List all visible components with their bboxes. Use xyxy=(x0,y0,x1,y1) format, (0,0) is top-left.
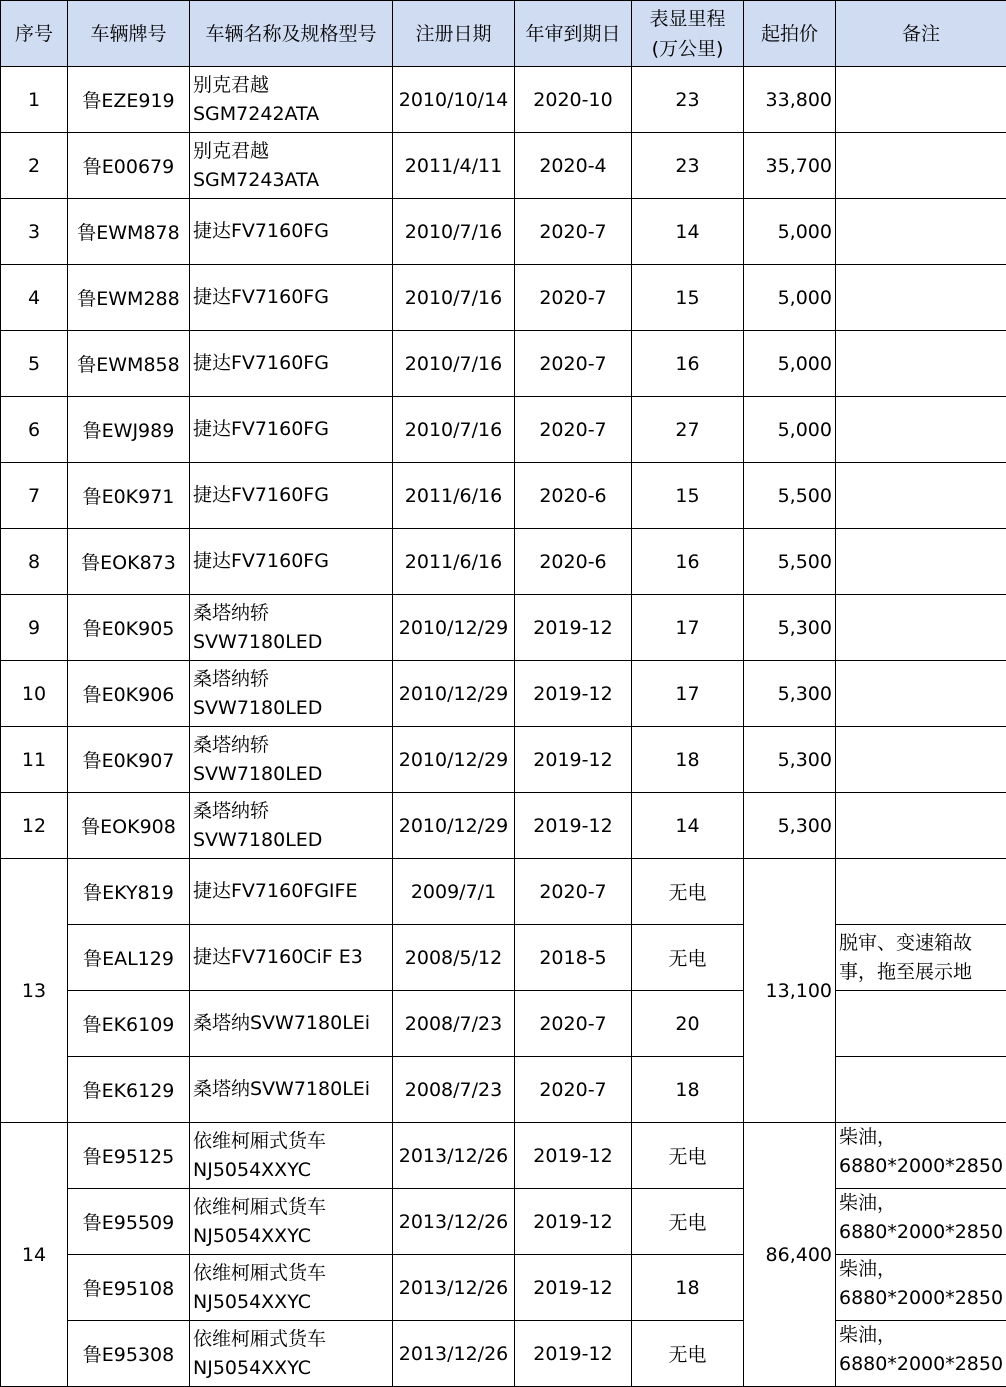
vehicle-name: 捷达FV7160FG xyxy=(193,349,392,378)
mileage: 18 xyxy=(632,727,744,793)
mileage: 无电 xyxy=(632,1321,744,1387)
table-row xyxy=(1,925,1006,991)
vehicle-name: 别克君越 xyxy=(193,71,392,100)
inspection-due-date: 2019-12 xyxy=(515,661,632,727)
note-fuel: 柴油， xyxy=(839,1189,1006,1218)
row-index: 6 xyxy=(1,397,68,463)
vehicle-name: 捷达FV7160FG xyxy=(193,481,392,510)
note-cell xyxy=(836,133,1006,199)
start-price: 5,300 xyxy=(744,793,836,859)
inspection-due-date: 2020-6 xyxy=(515,529,632,595)
registration-date: 2010/12/29 xyxy=(393,793,515,859)
vehicle-name-cell xyxy=(190,1189,393,1255)
table-row xyxy=(1,595,1006,661)
mileage: 16 xyxy=(632,529,744,595)
mileage: 20 xyxy=(632,991,744,1057)
vehicle-model: SVW7180LED xyxy=(193,760,392,789)
inspection-due-date: 2019-12 xyxy=(515,1255,632,1321)
row-index: 8 xyxy=(1,529,68,595)
plate-number: 鲁EK6109 xyxy=(68,991,190,1057)
row-index: 5 xyxy=(1,331,68,397)
header-mileage-line2: (万公里) xyxy=(632,34,743,64)
start-price: 5,000 xyxy=(744,265,836,331)
table-row xyxy=(1,991,1006,1057)
table-body xyxy=(1,67,1006,1387)
plate-number: 鲁E0K907 xyxy=(68,727,190,793)
registration-date: 2008/5/12 xyxy=(393,925,515,991)
mileage: 16 xyxy=(632,331,744,397)
note-cell xyxy=(836,331,1006,397)
inspection-due-date: 2019-12 xyxy=(515,1189,632,1255)
start-price: 33,800 xyxy=(744,67,836,133)
mileage: 14 xyxy=(632,793,744,859)
mileage: 无电 xyxy=(632,859,744,925)
row-index: 13 xyxy=(1,859,68,1123)
start-price: 5,000 xyxy=(744,331,836,397)
table-row xyxy=(1,529,1006,595)
registration-date: 2011/6/16 xyxy=(393,529,515,595)
plate-number: 鲁E00679 xyxy=(68,133,190,199)
registration-date: 2010/12/29 xyxy=(393,595,515,661)
vehicle-name: 依维柯厢式货车 xyxy=(193,1325,392,1354)
note-cell xyxy=(836,67,1006,133)
row-index: 9 xyxy=(1,595,68,661)
vehicle-name: 桑塔纳轿 xyxy=(193,797,392,826)
plate-number: 鲁EWJ989 xyxy=(68,397,190,463)
inspection-due-date: 2020-4 xyxy=(515,133,632,199)
plate-number: 鲁EK6129 xyxy=(68,1057,190,1123)
registration-date: 2008/7/23 xyxy=(393,991,515,1057)
note-cell xyxy=(836,661,1006,727)
vehicle-name-cell xyxy=(190,1123,393,1189)
vehicle-name: 桑塔纳SVW7180LEi xyxy=(193,1075,392,1104)
vehicle-model: NJ5054XXYC xyxy=(193,1222,392,1251)
registration-date: 2010/12/29 xyxy=(393,661,515,727)
inspection-due-date: 2020-7 xyxy=(515,991,632,1057)
inspection-due-date: 2020-7 xyxy=(515,265,632,331)
header-note: 备注 xyxy=(836,1,1006,67)
start-price: 5,300 xyxy=(744,661,836,727)
note-cell xyxy=(836,529,1006,595)
inspection-due-date: 2020-7 xyxy=(515,331,632,397)
vehicle-name: 别克君越 xyxy=(193,137,392,166)
vehicle-model: NJ5054XXYC xyxy=(193,1288,392,1317)
vehicle-model: NJ5054XXYC xyxy=(193,1156,392,1185)
registration-date: 2010/10/14 xyxy=(393,67,515,133)
note-cell xyxy=(836,595,1006,661)
mileage: 27 xyxy=(632,397,744,463)
note-cell xyxy=(836,1057,1006,1123)
mileage: 无电 xyxy=(632,1123,744,1189)
row-index: 14 xyxy=(1,1123,68,1387)
vehicle-name: 桑塔纳轿 xyxy=(193,665,392,694)
vehicle-name-cell xyxy=(190,1321,393,1387)
inspection-due-date: 2020-6 xyxy=(515,463,632,529)
registration-date: 2008/7/23 xyxy=(393,1057,515,1123)
vehicle-name: 捷达FV7160FG xyxy=(193,217,392,246)
vehicle-name-cell xyxy=(190,925,393,991)
start-price: 5,500 xyxy=(744,463,836,529)
vehicle-model: SVW7180LED xyxy=(193,694,392,723)
row-index: 2 xyxy=(1,133,68,199)
vehicle-name-cell xyxy=(190,595,393,661)
header-plate: 车辆牌号 xyxy=(68,1,190,67)
header-row xyxy=(1,1,1006,67)
mileage: 23 xyxy=(632,133,744,199)
table-row xyxy=(1,397,1006,463)
vehicle-name: 依维柯厢式货车 xyxy=(193,1259,392,1288)
table-row xyxy=(1,859,1006,925)
mileage: 15 xyxy=(632,265,744,331)
note-dimensions: 6880*2000*2850 xyxy=(839,1218,1006,1247)
vehicle-name: 桑塔纳SVW7180LEi xyxy=(193,1009,392,1038)
registration-date: 2013/12/26 xyxy=(393,1123,515,1189)
inspection-due-date: 2019-12 xyxy=(515,1321,632,1387)
vehicle-model: SVW7180LED xyxy=(193,826,392,855)
table-row xyxy=(1,1123,1006,1189)
registration-date: 2010/7/16 xyxy=(393,199,515,265)
plate-number: 鲁EWM878 xyxy=(68,199,190,265)
inspection-due-date: 2019-12 xyxy=(515,727,632,793)
vehicle-name-cell xyxy=(190,793,393,859)
start-price: 13,100 xyxy=(744,859,836,1123)
row-index: 7 xyxy=(1,463,68,529)
registration-date: 2013/12/26 xyxy=(393,1189,515,1255)
registration-date: 2009/7/1 xyxy=(393,859,515,925)
row-index: 1 xyxy=(1,67,68,133)
row-index: 11 xyxy=(1,727,68,793)
registration-date: 2010/7/16 xyxy=(393,265,515,331)
note-cell xyxy=(836,727,1006,793)
note xyxy=(836,1123,1006,1189)
mileage: 无电 xyxy=(632,925,744,991)
start-price: 5,300 xyxy=(744,727,836,793)
plate-number: 鲁EAL129 xyxy=(68,925,190,991)
registration-date: 2011/6/16 xyxy=(393,463,515,529)
note-cell xyxy=(836,199,1006,265)
note xyxy=(836,1189,1006,1255)
mileage: 无电 xyxy=(632,1189,744,1255)
table-row xyxy=(1,1255,1006,1321)
vehicle-name: 捷达FV7160FGIFE xyxy=(193,877,392,906)
vehicle-name: 捷达FV7160FG xyxy=(193,415,392,444)
note-dimensions: 6880*2000*2850 xyxy=(839,1284,1006,1313)
header-start-price: 起拍价 xyxy=(744,1,836,67)
mileage: 14 xyxy=(632,199,744,265)
note-cell xyxy=(836,463,1006,529)
table-row xyxy=(1,1321,1006,1387)
mileage: 18 xyxy=(632,1255,744,1321)
note: 脱审、变速箱故事，拖至展示地 xyxy=(836,925,1006,991)
header-vehicle-name: 车辆名称及规格型号 xyxy=(190,1,393,67)
vehicle-name-cell xyxy=(190,199,393,265)
plate-number: 鲁EWM288 xyxy=(68,265,190,331)
vehicle-name-cell xyxy=(190,661,393,727)
inspection-due-date: 2019-12 xyxy=(515,595,632,661)
header-mileage-line1: 表显里程 xyxy=(632,4,743,34)
header-mileage xyxy=(632,1,744,67)
start-price: 5,000 xyxy=(744,199,836,265)
table-row xyxy=(1,1189,1006,1255)
vehicle-name: 捷达FV7160FG xyxy=(193,283,392,312)
start-price: 86,400 xyxy=(744,1123,836,1387)
vehicle-model: SVW7180LED xyxy=(193,628,392,657)
row-index: 12 xyxy=(1,793,68,859)
row-index: 4 xyxy=(1,265,68,331)
plate-number: 鲁E0K905 xyxy=(68,595,190,661)
vehicle-name-cell xyxy=(190,331,393,397)
start-price: 5,500 xyxy=(744,529,836,595)
table-row xyxy=(1,793,1006,859)
inspection-due-date: 2020-7 xyxy=(515,199,632,265)
table-row xyxy=(1,199,1006,265)
vehicle-name: 依维柯厢式货车 xyxy=(193,1127,392,1156)
registration-date: 2010/7/16 xyxy=(393,331,515,397)
vehicle-name-cell xyxy=(190,529,393,595)
registration-date: 2013/12/26 xyxy=(393,1321,515,1387)
plate-number: 鲁EOK908 xyxy=(68,793,190,859)
note xyxy=(836,1255,1006,1321)
start-price: 5,000 xyxy=(744,397,836,463)
vehicle-name-cell xyxy=(190,859,393,925)
note-cell xyxy=(836,793,1006,859)
plate-number: 鲁E95509 xyxy=(68,1189,190,1255)
note-cell xyxy=(836,397,1006,463)
mileage: 23 xyxy=(632,67,744,133)
vehicle-name-cell xyxy=(190,727,393,793)
table-row xyxy=(1,727,1006,793)
vehicle-name-cell xyxy=(190,397,393,463)
inspection-due-date: 2019-12 xyxy=(515,1123,632,1189)
plate-number: 鲁EKY819 xyxy=(68,859,190,925)
vehicle-name-cell xyxy=(190,991,393,1057)
header-index: 序号 xyxy=(1,1,68,67)
vehicle-name-cell xyxy=(190,1255,393,1321)
vehicle-name-cell xyxy=(190,67,393,133)
note-fuel: 柴油， xyxy=(839,1255,1006,1284)
inspection-due-date: 2018-5 xyxy=(515,925,632,991)
vehicle-name-cell xyxy=(190,265,393,331)
registration-date: 2011/4/11 xyxy=(393,133,515,199)
vehicle-name: 捷达FV7160FG xyxy=(193,547,392,576)
vehicle-name-cell xyxy=(190,1057,393,1123)
table-row xyxy=(1,265,1006,331)
note-cell xyxy=(836,859,1006,925)
table-row xyxy=(1,463,1006,529)
table-row xyxy=(1,331,1006,397)
plate-number: 鲁E0K906 xyxy=(68,661,190,727)
plate-number: 鲁E0K971 xyxy=(68,463,190,529)
plate-number: 鲁EWM858 xyxy=(68,331,190,397)
plate-number: 鲁EOK873 xyxy=(68,529,190,595)
vehicle-model: SGM7243ATA xyxy=(193,166,392,195)
note-cell xyxy=(836,265,1006,331)
note-dimensions: 6880*2000*2850 xyxy=(839,1350,1006,1379)
inspection-due-date: 2020-7 xyxy=(515,1057,632,1123)
vehicle-name: 桑塔纳轿 xyxy=(193,599,392,628)
inspection-due-date: 2019-12 xyxy=(515,793,632,859)
plate-number: 鲁EZE919 xyxy=(68,67,190,133)
header-reg-date: 注册日期 xyxy=(393,1,515,67)
mileage: 17 xyxy=(632,661,744,727)
table-row xyxy=(1,1057,1006,1123)
vehicle-model: NJ5054XXYC xyxy=(193,1354,392,1383)
note-fuel: 柴油， xyxy=(839,1321,1006,1350)
vehicle-name: 桑塔纳轿 xyxy=(193,731,392,760)
inspection-due-date: 2020-7 xyxy=(515,859,632,925)
header-inspection-due: 年审到期日 xyxy=(515,1,632,67)
inspection-due-date: 2020-10 xyxy=(515,67,632,133)
plate-number: 鲁E95108 xyxy=(68,1255,190,1321)
plate-number: 鲁E95308 xyxy=(68,1321,190,1387)
mileage: 18 xyxy=(632,1057,744,1123)
start-price: 5,300 xyxy=(744,595,836,661)
table-row xyxy=(1,133,1006,199)
note-dimensions: 6880*2000*2850 xyxy=(839,1152,1006,1181)
row-index: 3 xyxy=(1,199,68,265)
plate-number: 鲁E95125 xyxy=(68,1123,190,1189)
vehicle-name-cell xyxy=(190,463,393,529)
table-row xyxy=(1,661,1006,727)
inspection-due-date: 2020-7 xyxy=(515,397,632,463)
registration-date: 2013/12/26 xyxy=(393,1255,515,1321)
mileage: 15 xyxy=(632,463,744,529)
mileage: 17 xyxy=(632,595,744,661)
vehicle-model: SGM7242ATA xyxy=(193,100,392,129)
row-index: 10 xyxy=(1,661,68,727)
note-cell xyxy=(836,991,1006,1057)
table-row xyxy=(1,67,1006,133)
start-price: 35,700 xyxy=(744,133,836,199)
vehicle-name-cell xyxy=(190,133,393,199)
vehicle-name: 依维柯厢式货车 xyxy=(193,1193,392,1222)
registration-date: 2010/12/29 xyxy=(393,727,515,793)
vehicle-name: 捷达FV7160CiF E3 xyxy=(193,943,392,972)
note-fuel: 柴油， xyxy=(839,1123,1006,1152)
registration-date: 2010/7/16 xyxy=(393,397,515,463)
note xyxy=(836,1321,1006,1387)
